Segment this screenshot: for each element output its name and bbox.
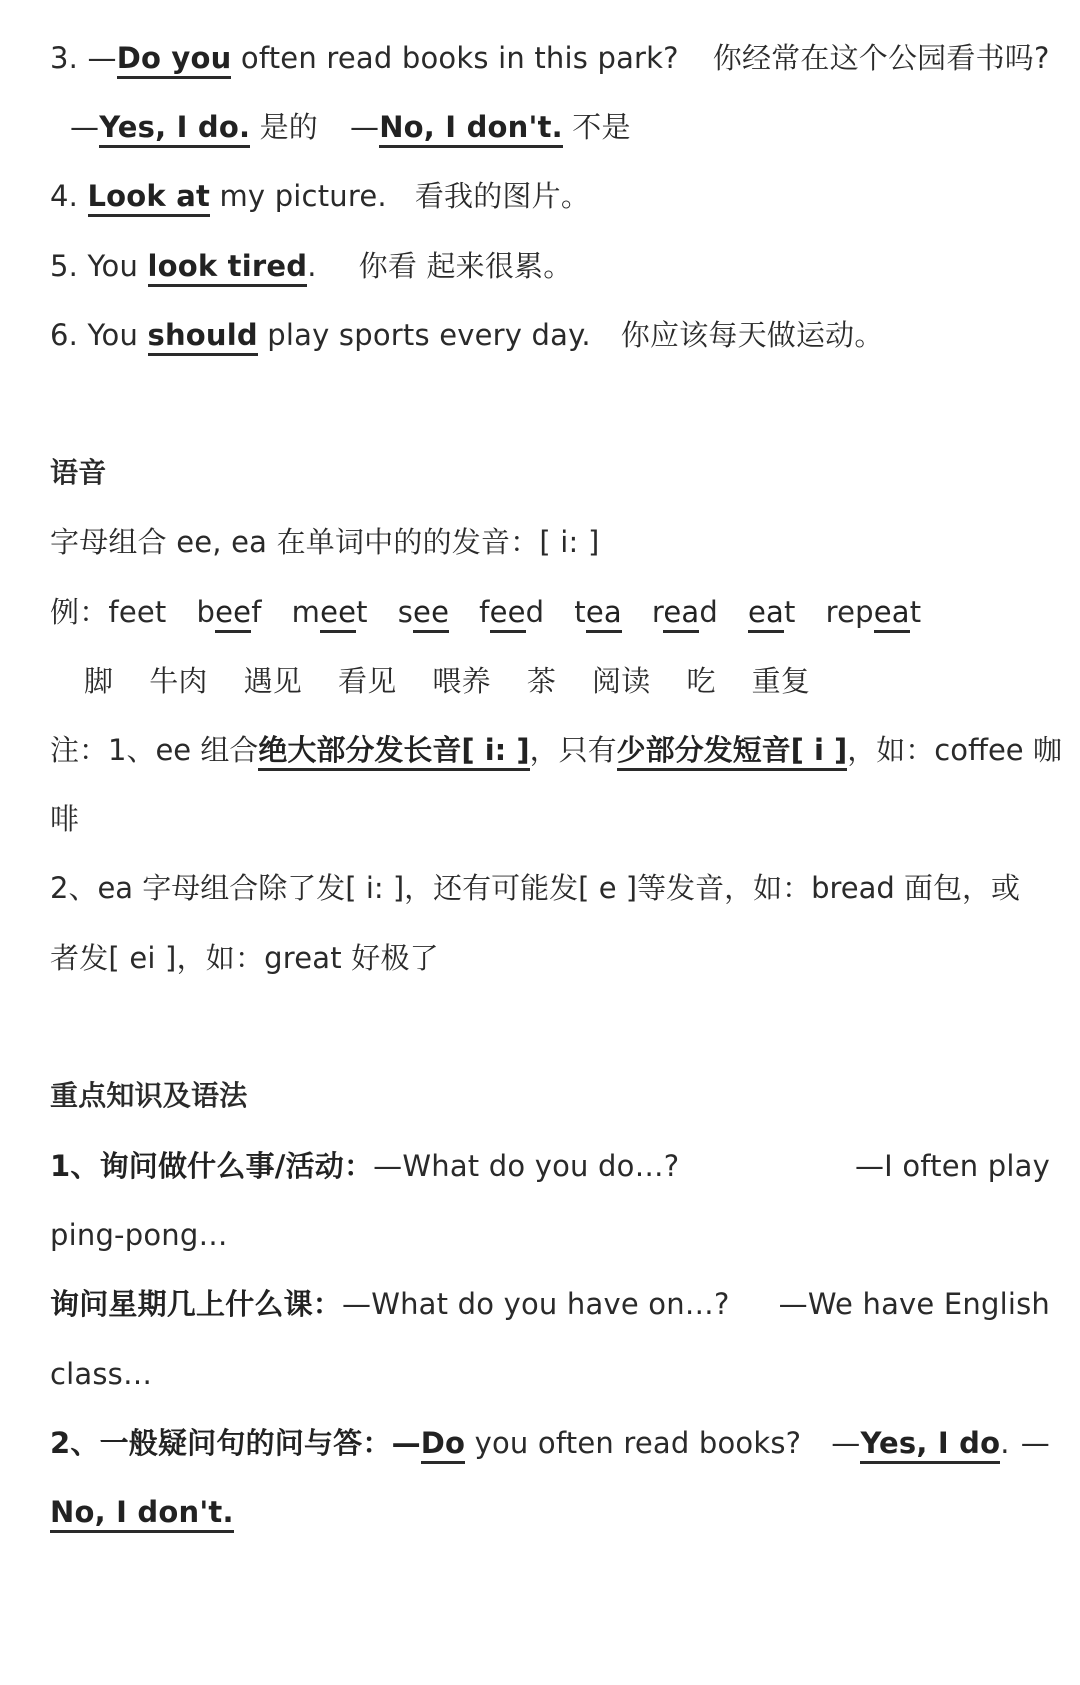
example-word: read <box>652 582 718 642</box>
sentence-5 <box>50 236 1050 296</box>
answer: —I often play <box>854 1149 1050 1183</box>
grammar-item-2-wrap <box>50 1482 1050 1542</box>
sentence-text: play sports every day. <box>257 318 591 352</box>
sentence-4 <box>50 166 1050 226</box>
note-2-line-1: 2、ea 字母组合除了发[ i: ]，还有可能发[ e ]等发音，如：bread 面包，或 <box>50 871 1021 905</box>
note-1-wrap: 啡 <box>50 802 80 836</box>
item-label: 1、询问做什么事/活动： <box>50 1149 374 1183</box>
translation: 是的 <box>250 110 318 144</box>
grammar-item-2: 2、一般疑问句的问与答：—Do you often read books? —Yes, I do. — <box>50 1413 1050 1473</box>
note-2-line-2: 者发[ ei ]，如：great 好极了 <box>50 941 439 975</box>
answer-no: No, I don't. <box>50 1495 234 1533</box>
sentence-number: 4. <box>50 179 88 213</box>
example-words <box>50 582 1050 642</box>
answer-no: No, I don't. <box>379 110 563 148</box>
translation: 不是 <box>562 110 631 144</box>
grammar-item-1 <box>50 1136 1050 1196</box>
translation-word: 吃 <box>686 664 716 698</box>
sentence-6 <box>50 305 1050 365</box>
answer-yes: Yes, I do. <box>99 110 250 148</box>
example-translations <box>84 651 1050 711</box>
sentence-text: my picture. <box>210 179 387 213</box>
sentence-text: often read books in this park? <box>231 41 679 75</box>
example-word: feet <box>108 595 167 629</box>
dash: — <box>1020 1426 1050 1460</box>
answer-yes: Yes, I do <box>860 1426 1000 1464</box>
example-word: meet <box>292 582 368 642</box>
example-word: tea <box>574 582 622 642</box>
translation: 你看 起来很累。 <box>358 249 573 283</box>
sentence-3 <box>50 28 1050 88</box>
translation-word: 看见 <box>338 664 397 698</box>
example-word: see <box>398 582 449 642</box>
dash: — <box>87 41 117 75</box>
key-phrase: look tired <box>148 249 308 287</box>
sentence-number: 5. You <box>50 249 148 283</box>
question: —What do you do…? <box>373 1149 680 1183</box>
sentence-3-answers <box>70 97 1050 157</box>
translation-word: 遇见 <box>243 664 303 698</box>
example-word: repeat <box>826 582 922 642</box>
grammar-item-1b <box>50 1274 1050 1334</box>
translation: 你经常在这个公园看书吗? <box>712 41 1050 75</box>
dash: — <box>831 1426 861 1460</box>
section-heading-phonics: 语音 <box>50 456 107 489</box>
phonics-intro: 字母组合 ee, ea 在单词中的的发音：[ i: ] <box>50 525 600 559</box>
translation: 看我的图片。 <box>414 179 591 213</box>
note-1: 注：1、ee 组合绝大部分发长音[ i: ]，只有少部分发短音[ i ]，如：coffee 咖 <box>50 720 1050 780</box>
example-label: 例： <box>50 595 109 629</box>
key-phrase: should <box>148 318 258 356</box>
emphasis: 少部分发短音[ i ] <box>617 733 848 771</box>
answer: —We have English <box>778 1287 1050 1321</box>
key-phrase: Look at <box>88 179 211 217</box>
sentence-number: 3. <box>50 41 88 75</box>
example-word: feed <box>479 582 544 642</box>
dash: — <box>70 110 100 144</box>
grammar-item-1-wrap: ping-pong… <box>50 1218 228 1252</box>
key-phrase: Do <box>421 1426 465 1464</box>
translation: 你应该每天做运动。 <box>620 318 884 352</box>
example-word: beef <box>196 582 261 642</box>
translation-word: 重复 <box>751 664 811 698</box>
translation-word: 茶 <box>526 664 557 698</box>
question: you often read books? <box>465 1426 802 1460</box>
sentence-text: . <box>307 249 317 283</box>
item-label: 询问星期几上什么课： <box>50 1287 343 1321</box>
translation-word: 阅读 <box>592 664 651 698</box>
section-heading-grammar: 重点知识及语法 <box>50 1079 248 1112</box>
item-label: 2、一般疑问句的问与答：— <box>50 1426 421 1460</box>
grammar-item-1b-wrap: class… <box>50 1357 153 1391</box>
question: —What do you have on…? <box>342 1287 730 1321</box>
translation-word: 脚 <box>84 664 114 698</box>
sentence-number: 6. You <box>50 318 148 352</box>
emphasis: 绝大部分发长音[ i: ] <box>258 733 529 771</box>
translation-word: 牛肉 <box>149 664 208 698</box>
key-phrase: Do you <box>117 41 232 79</box>
example-word: eat <box>748 582 796 642</box>
dash: — <box>350 110 380 144</box>
translation-word: 喂养 <box>432 664 491 698</box>
